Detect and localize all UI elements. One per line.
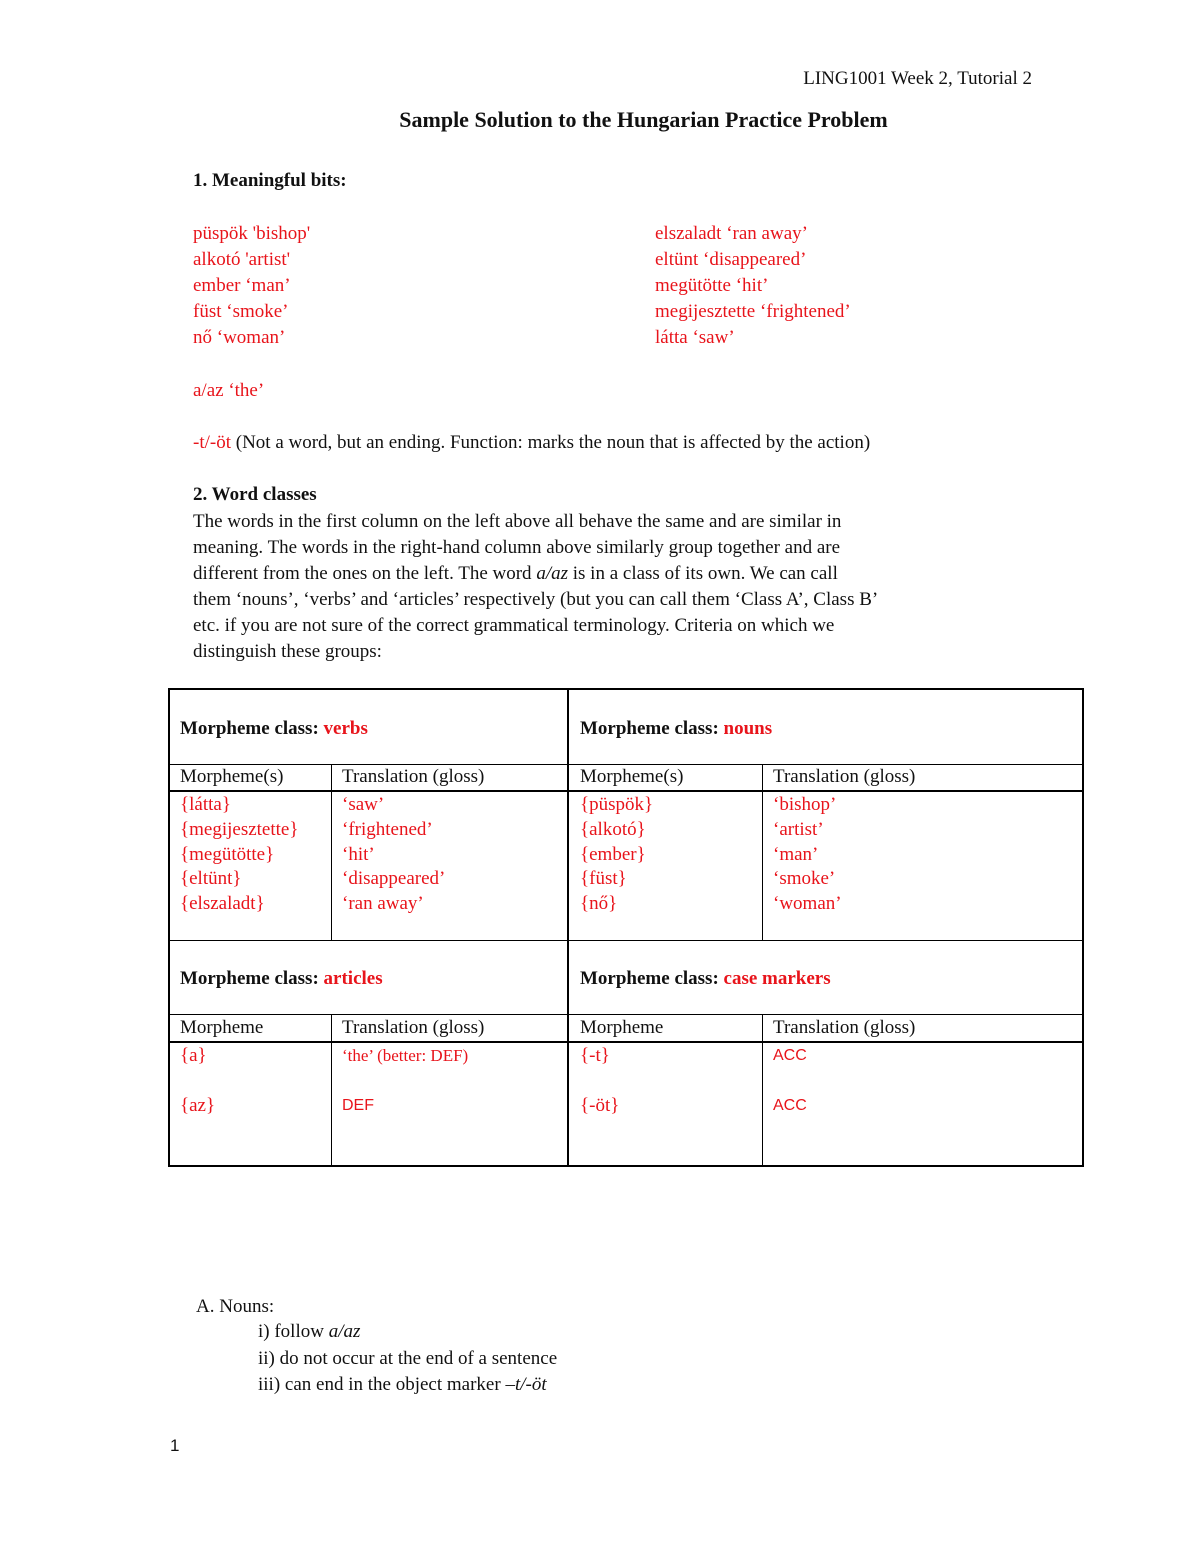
criterion-italic: –t/-öt bbox=[505, 1374, 547, 1395]
column-header: Translation (gloss) bbox=[342, 1017, 485, 1038]
articles-class-heading bbox=[180, 968, 383, 990]
morpheme-cell: {-t} bbox=[580, 1045, 610, 1066]
para-italic: a/az bbox=[536, 563, 568, 584]
noun-item: füst ‘smoke’ bbox=[193, 301, 289, 322]
case-markers-class-heading bbox=[580, 968, 831, 990]
verb-item: látta ‘saw’ bbox=[655, 327, 735, 348]
table-divider bbox=[567, 688, 569, 1167]
para-line bbox=[193, 561, 993, 587]
column-header: Translation (gloss) bbox=[773, 766, 916, 787]
column-header: Translation (gloss) bbox=[773, 1017, 916, 1038]
article-item: a/az ‘the’ bbox=[193, 380, 265, 401]
verb-item: elszaladt ‘ran away’ bbox=[655, 223, 808, 244]
column-header: Morpheme bbox=[180, 1017, 264, 1038]
section-1-heading: 1. Meaningful bits: bbox=[193, 170, 347, 191]
class-label: Morpheme class: bbox=[180, 718, 324, 739]
table-rule bbox=[762, 1014, 763, 1167]
para-line: etc. if you are not sure of the correct grammatical terminology. Criteria on which we bbox=[193, 615, 835, 636]
class-name: case markers bbox=[723, 968, 831, 989]
verbs-class-heading bbox=[180, 718, 368, 740]
class-name: articles bbox=[323, 968, 383, 989]
gloss-cell: ‘hit’ bbox=[342, 843, 375, 865]
table-border bbox=[1082, 688, 1084, 1167]
table-rule bbox=[168, 1041, 1084, 1043]
verb-item: megijesztette ‘frightened’ bbox=[655, 301, 851, 322]
column-header: Morpheme bbox=[580, 1017, 664, 1038]
noun-morphemes bbox=[580, 793, 653, 917]
table-border bbox=[168, 1165, 1084, 1167]
morpheme-cell: {megütötte} bbox=[180, 843, 275, 865]
column-header: Translation (gloss) bbox=[342, 766, 485, 787]
morpheme-cell: {a} bbox=[180, 1045, 207, 1066]
gloss-cell: ‘bishop’ bbox=[773, 794, 837, 815]
table-border bbox=[168, 688, 170, 1167]
para-line: distinguish these groups: bbox=[193, 641, 382, 662]
table-rule bbox=[762, 764, 763, 941]
table-rule bbox=[331, 764, 332, 941]
para-line: The words in the first column on the left above all behave the same and are similar in bbox=[193, 511, 842, 532]
table-rule bbox=[168, 790, 1084, 792]
ending-line bbox=[193, 432, 870, 454]
morpheme-cell: {megijesztette} bbox=[180, 818, 299, 840]
criterion-item bbox=[258, 1374, 547, 1396]
table-rule bbox=[168, 1014, 1084, 1015]
ending-note: (Not a word, but an ending. Function: marks the noun that is affected by the action) bbox=[231, 432, 871, 453]
table-border bbox=[168, 688, 1084, 690]
morpheme-cell: {-öt} bbox=[580, 1095, 620, 1116]
gloss-cell: ‘woman’ bbox=[773, 893, 842, 915]
noun-item: nő ‘woman’ bbox=[193, 327, 286, 348]
gloss-cell: ‘saw’ bbox=[342, 794, 385, 815]
column-header: Morpheme(s) bbox=[180, 766, 284, 787]
morpheme-cell: {látta} bbox=[180, 794, 231, 815]
noun-item: püspök 'bishop' bbox=[193, 223, 311, 244]
criterion-item bbox=[258, 1321, 360, 1343]
nouns-class-heading bbox=[580, 718, 772, 740]
table-rule bbox=[168, 940, 1084, 941]
gloss-cell: ‘the’ (better: DEF) bbox=[342, 1046, 469, 1065]
verb-item: eltünt ‘disappeared’ bbox=[655, 249, 807, 270]
para-text: different from the ones on the left. The word bbox=[193, 563, 537, 584]
gloss-cell: ACC bbox=[773, 1097, 807, 1114]
gloss-cell: ‘frightened’ bbox=[342, 818, 433, 840]
gloss-cell: ‘man’ bbox=[773, 843, 819, 865]
gloss-cell: ‘artist’ bbox=[773, 818, 824, 840]
verb-glosses bbox=[342, 793, 445, 917]
verb-item: megütötte ‘hit’ bbox=[655, 275, 769, 296]
gloss-cell: ‘ran away’ bbox=[342, 893, 424, 915]
section-2-heading: 2. Word classes bbox=[193, 484, 317, 505]
criterion-text: i) follow bbox=[258, 1321, 329, 1342]
criterion-item: ii) do not occur at the end of a sentence bbox=[258, 1348, 558, 1369]
running-header: LING1001 Week 2, Tutorial 2 bbox=[803, 68, 1032, 89]
morpheme-cell: {elszaladt} bbox=[180, 893, 265, 915]
page-title: Sample Solution to the Hungarian Practice Problem bbox=[399, 107, 888, 132]
morpheme-cell: {nő} bbox=[580, 893, 618, 915]
morpheme-cell: {püspök} bbox=[580, 794, 654, 815]
table-rule bbox=[168, 764, 1084, 765]
para-line: meaning. The words in the right-hand column above similarly group together and are bbox=[193, 537, 841, 558]
gloss-cell: ‘disappeared’ bbox=[342, 868, 446, 890]
class-label: Morpheme class: bbox=[180, 968, 324, 989]
page-number: 1 bbox=[170, 1436, 180, 1455]
noun-glosses bbox=[773, 793, 842, 917]
criteria-heading: A. Nouns: bbox=[196, 1296, 275, 1317]
class-name: nouns bbox=[723, 718, 773, 739]
morpheme-cell: {füst} bbox=[580, 868, 627, 890]
ending-morpheme: -t/-öt bbox=[193, 432, 231, 453]
verb-morphemes bbox=[180, 793, 298, 917]
column-header: Morpheme(s) bbox=[580, 766, 684, 787]
para-line: them ‘nouns’, ‘verbs’ and ‘articles’ respectively (but you can call them ‘Class A’, Class B’ bbox=[193, 589, 879, 610]
criterion-italic: a/az bbox=[328, 1321, 361, 1342]
gloss-cell: ‘smoke’ bbox=[773, 868, 836, 890]
word-classes-paragraph bbox=[193, 509, 993, 665]
table-rule bbox=[331, 1014, 332, 1167]
criterion-text: iii) can end in the object marker bbox=[258, 1374, 506, 1395]
class-label: Morpheme class: bbox=[580, 718, 724, 739]
noun-item: alkotó 'artist' bbox=[193, 249, 291, 270]
class-label: Morpheme class: bbox=[580, 968, 724, 989]
noun-item: ember ‘man’ bbox=[193, 275, 291, 296]
morpheme-cell: {alkotó} bbox=[580, 818, 646, 840]
morpheme-cell: {eltünt} bbox=[180, 868, 242, 890]
gloss-cell: DEF bbox=[342, 1097, 374, 1114]
class-name: verbs bbox=[323, 718, 368, 739]
gloss-cell: ACC bbox=[773, 1047, 807, 1064]
morpheme-cell: {az} bbox=[180, 1095, 216, 1116]
para-text: is in a class of its own. We can call bbox=[568, 563, 838, 584]
morpheme-cell: {ember} bbox=[580, 843, 646, 865]
